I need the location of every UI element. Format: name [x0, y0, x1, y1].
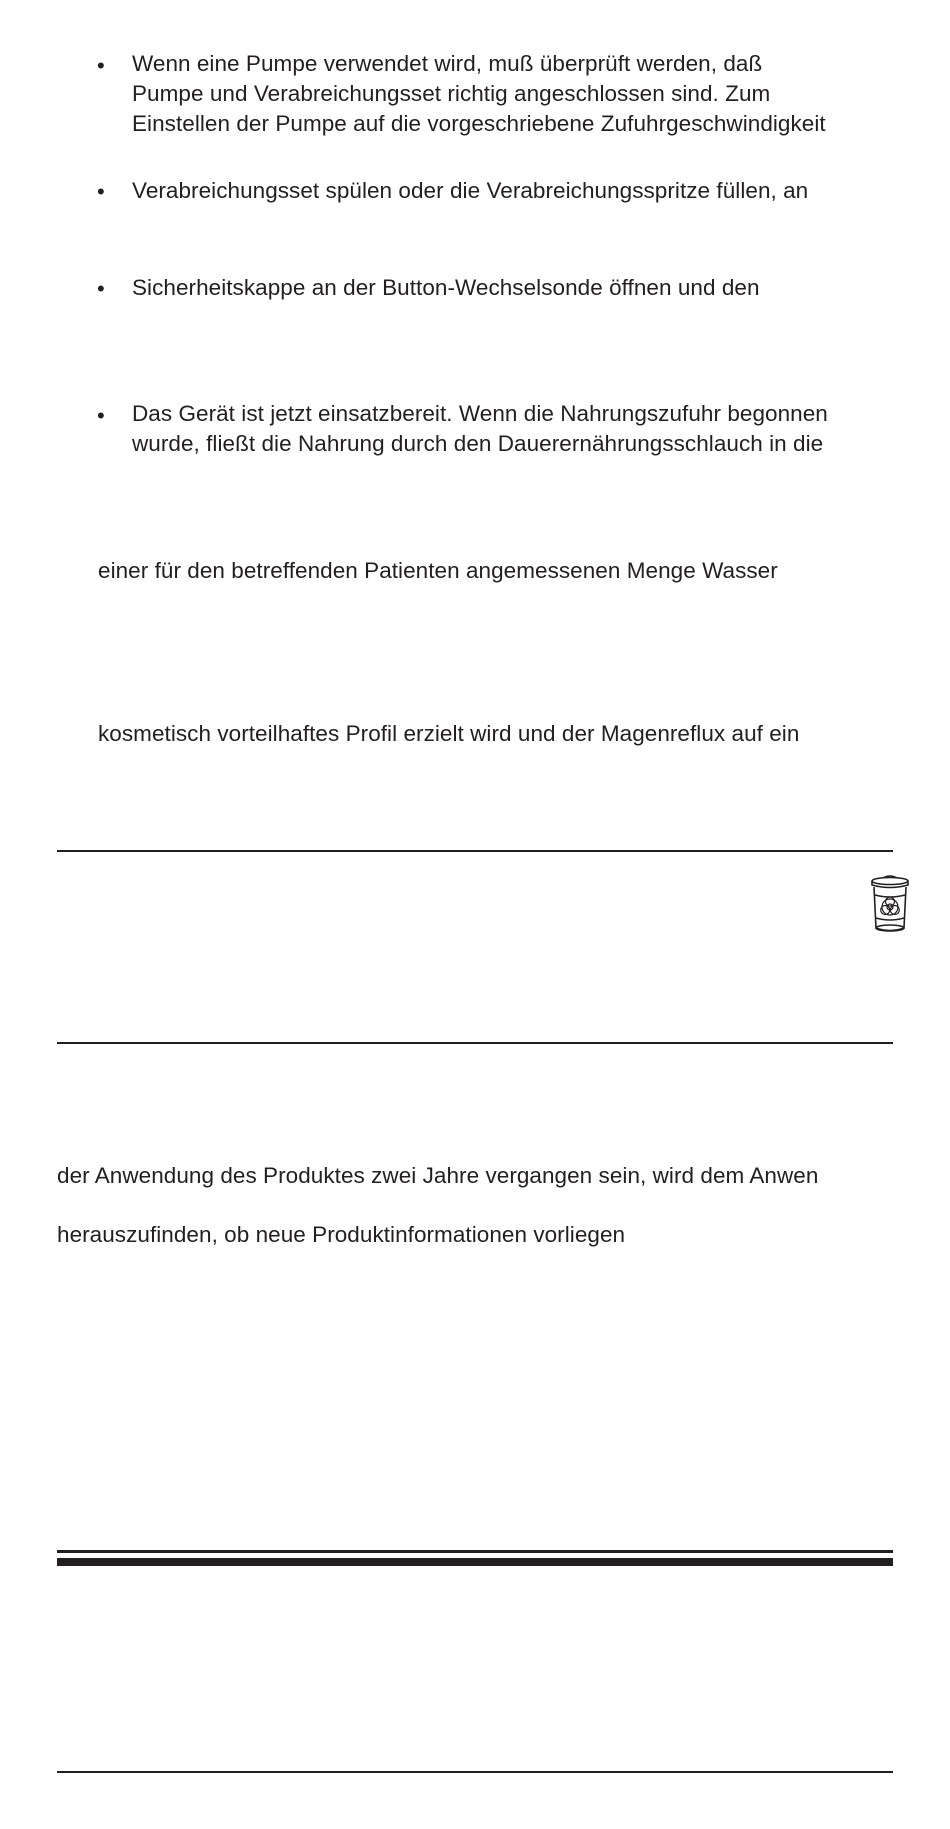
bottom-divider	[57, 1771, 893, 1773]
notice-line-1: der Anwendung des Produktes zwei Jahre vergangen sein, wird dem Anwen	[57, 1163, 819, 1188]
bullet-4-line-1: Das Gerät ist jetzt einsatzbereit. Wenn die Nahrungszufuhr begonnen	[132, 401, 828, 426]
double-rule-thin	[57, 1550, 893, 1553]
double-rule-thick	[57, 1558, 893, 1566]
bullet-4-line-2: wurde, fließt die Nahrung durch den Dauerernährungsschlauch in die	[132, 431, 824, 456]
bullet-1-line-2: Pumpe und Verabreichungsset richtig angeschlossen sind. Zum	[132, 81, 771, 106]
biohazard-waste-bin-icon	[868, 873, 912, 935]
paragraph-profile: kosmetisch vorteilhaftes Profil erzielt wird und der Magenreflux auf ein	[98, 721, 800, 746]
notice-line-2: herauszufinden, ob neue Produktinformationen vorliegen	[57, 1222, 626, 1247]
paragraph-water: einer für den betreffenden Patienten angemessenen Menge Wasser	[98, 558, 778, 583]
bullet-1-line-1: Wenn eine Pumpe verwendet wird, muß überprüft werden, daß	[132, 51, 763, 76]
bullet-1-line-3: Einstellen der Pumpe auf die vorgeschriebene Zufuhrgeschwindigkeit	[132, 111, 826, 136]
bullet-2-line-1: Verabreichungsset spülen oder die Verabreichungsspritze füllen, an	[132, 178, 809, 203]
bullet-marker: •	[97, 179, 105, 204]
bullet-marker: •	[97, 53, 105, 78]
section-divider	[57, 850, 893, 852]
section-divider	[57, 1042, 893, 1044]
bullet-3-line-1: Sicherheitskappe an der Button-Wechselsonde öffnen und den	[132, 275, 760, 300]
bullet-marker: •	[97, 403, 105, 428]
bullet-marker: •	[97, 276, 105, 301]
